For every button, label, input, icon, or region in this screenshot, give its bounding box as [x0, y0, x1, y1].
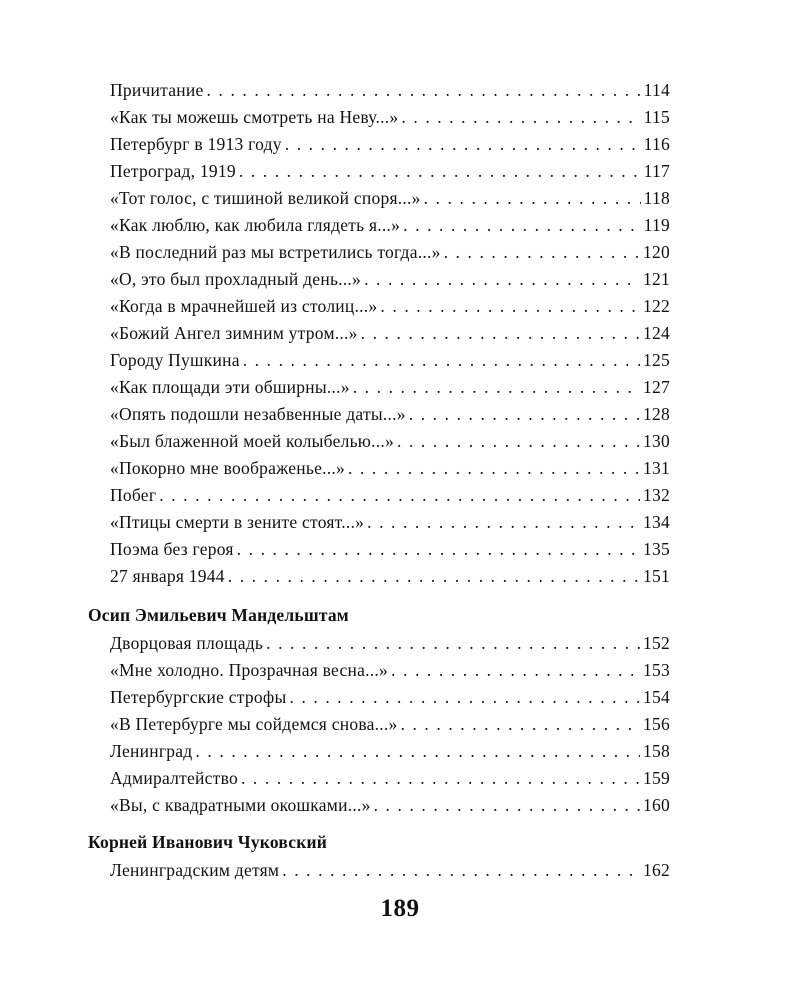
toc-entry — [110, 792, 670, 819]
entry-page: 130 — [643, 431, 670, 451]
entry-title: «В последний раз мы встретились тогда...» — [110, 242, 441, 262]
dot-leader — [239, 158, 641, 185]
entry-page: 117 — [643, 161, 670, 181]
toc-entry — [110, 239, 670, 266]
entry-title: «Мне холодно. Прозрачная весна...» — [110, 660, 389, 680]
dot-leader — [424, 185, 641, 212]
entry-page: 153 — [643, 660, 670, 680]
toc-section-mandelstam — [0, 602, 800, 819]
dot-leader — [195, 738, 640, 765]
dot-leader — [348, 455, 640, 482]
entry-page: 116 — [643, 134, 670, 154]
entry-page: 119 — [643, 215, 670, 235]
toc-entry — [110, 428, 670, 455]
entry-title: Поэма без героя — [110, 539, 234, 559]
entry-page: 122 — [643, 296, 670, 316]
entry-title: «Покорно мне воображенье...» — [110, 458, 346, 478]
page-number: 189 — [380, 895, 420, 922]
toc-entry — [110, 630, 670, 657]
dot-leader — [380, 293, 640, 320]
entry-title: «Вы, с квадратными окошками...» — [110, 795, 371, 815]
toc-entry — [110, 657, 670, 684]
toc-entry — [110, 293, 670, 320]
author-heading: Корней Иванович Чуковский — [88, 832, 328, 852]
entry-page: 162 — [643, 860, 670, 880]
entry-title: «В Петербурге мы сойдемся снова...» — [110, 714, 398, 734]
entry-title: «Когда в мрачнейшей из столиц...» — [110, 296, 378, 316]
toc-entry — [110, 536, 670, 563]
entry-title: Ленинградским детям — [110, 860, 280, 880]
toc-entry — [110, 104, 670, 131]
entry-page: 135 — [643, 539, 670, 559]
dot-leader — [361, 320, 640, 347]
dot-leader — [290, 684, 641, 711]
toc-entry — [110, 455, 670, 482]
dot-leader — [374, 792, 640, 819]
entry-title: «Опять подошли незабвенные даты...» — [110, 404, 406, 424]
entry-title: «Тот голос, с тишиной великой споря...» — [110, 188, 421, 208]
dot-leader — [241, 765, 640, 792]
dot-leader — [207, 77, 641, 104]
entry-page: 118 — [643, 188, 670, 208]
entry-page: 115 — [643, 107, 670, 127]
dot-leader — [367, 509, 640, 536]
toc-entry — [110, 320, 670, 347]
entry-title: «Как площади эти обширны...» — [110, 377, 350, 397]
entry-page: 134 — [643, 512, 670, 532]
entry-page: 128 — [643, 404, 670, 424]
toc-entry — [110, 77, 670, 104]
toc-entry — [110, 738, 670, 765]
author-heading: Осип Эмильевич Мандельштам — [88, 605, 349, 625]
entry-title: Побег — [110, 485, 157, 505]
toc-entry — [110, 482, 670, 509]
dot-leader — [444, 239, 640, 266]
toc-section-akhmatova — [0, 77, 800, 590]
entry-title: «Как люблю, как любила глядеть я...» — [110, 215, 401, 235]
entry-title: «Божий Ангел зимним утром...» — [110, 323, 358, 343]
entry-title: 27 января 1944 — [110, 566, 225, 586]
dot-leader — [364, 266, 640, 293]
entry-page: 152 — [643, 633, 670, 653]
toc-entry — [110, 684, 670, 711]
toc-section-chukovsky — [0, 829, 800, 884]
toc-entry — [110, 185, 670, 212]
toc-entry — [110, 765, 670, 792]
dot-leader — [285, 131, 641, 158]
toc-entry — [110, 158, 670, 185]
toc-entry — [110, 131, 670, 158]
toc-entry — [110, 347, 670, 374]
dot-leader — [409, 401, 640, 428]
toc-entry — [110, 711, 670, 738]
dot-leader — [397, 428, 640, 455]
toc-entry — [110, 266, 670, 293]
dot-leader — [243, 347, 640, 374]
dot-leader — [282, 857, 640, 884]
toc-entry — [110, 212, 670, 239]
entry-page: 151 — [643, 566, 670, 586]
entry-title: Адмиралтейство — [110, 768, 238, 788]
entry-title: Ленинград — [110, 741, 193, 761]
entry-page: 114 — [643, 80, 670, 100]
dot-leader — [401, 711, 640, 738]
dot-leader — [391, 657, 640, 684]
dot-leader — [401, 104, 640, 131]
toc-entry — [110, 374, 670, 401]
entry-title: «Как ты можешь смотреть на Неву...» — [110, 107, 399, 127]
dot-leader — [266, 630, 640, 657]
entry-page: 159 — [643, 768, 670, 788]
entry-page: 125 — [643, 350, 670, 370]
toc-entry — [110, 563, 670, 590]
entry-title: Дворцовая площадь — [110, 633, 264, 653]
entry-page: 131 — [643, 458, 670, 478]
toc-entry — [110, 509, 670, 536]
entry-page: 124 — [643, 323, 670, 343]
entry-page: 132 — [643, 485, 670, 505]
entry-title: Городу Пушкина — [110, 350, 240, 370]
dot-leader — [403, 212, 640, 239]
entry-page: 120 — [643, 242, 670, 262]
entry-page: 158 — [643, 741, 670, 761]
entry-page: 154 — [643, 687, 670, 707]
toc-entry — [110, 857, 670, 884]
entry-title: «О, это был прохладный день...» — [110, 269, 362, 289]
entry-title: Петербург в 1913 году — [110, 134, 282, 154]
dot-leader — [228, 563, 640, 590]
entry-title: «Птицы смерти в зените стоят...» — [110, 512, 365, 532]
dot-leader — [237, 536, 640, 563]
entry-page: 127 — [643, 377, 670, 397]
entry-title: Петербургские строфы — [110, 687, 287, 707]
entry-title: «Был блаженной моей колыбелью...» — [110, 431, 395, 451]
entry-title: Причитание — [110, 80, 204, 100]
entry-title: Петроград, 1919 — [110, 161, 236, 181]
toc-entry — [110, 401, 670, 428]
entry-page: 121 — [643, 269, 670, 289]
entry-page: 160 — [643, 795, 670, 815]
dot-leader — [353, 374, 640, 401]
entry-page: 156 — [643, 714, 670, 734]
dot-leader — [159, 482, 640, 509]
